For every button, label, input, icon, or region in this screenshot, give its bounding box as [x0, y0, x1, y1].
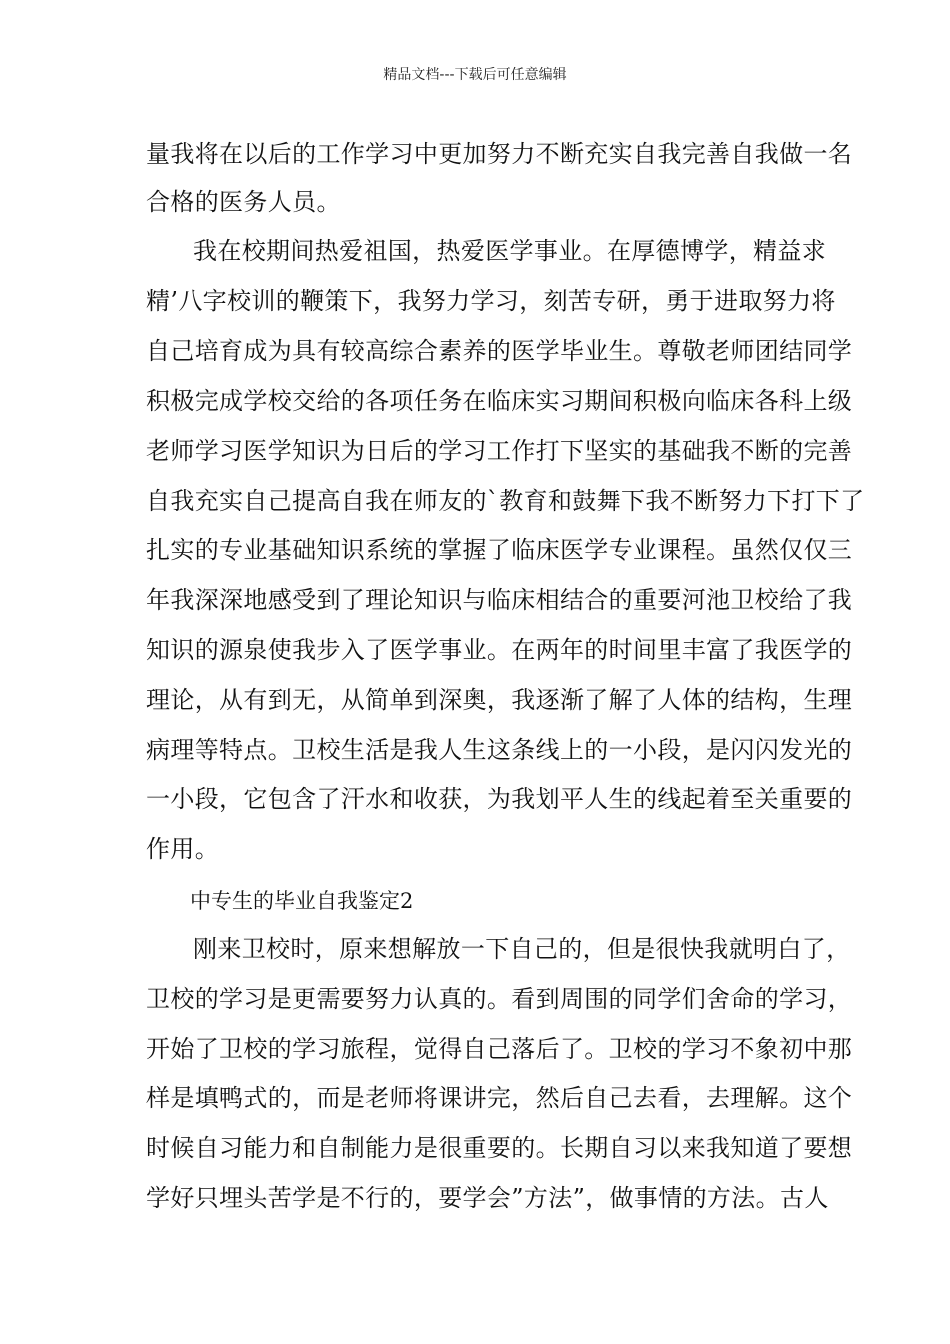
text-line: 一小段，它包含了汗水和收获，为我划平人生的线起着至关重要的 — [146, 785, 853, 813]
text-line: 年我深深地感受到了理论知识与临床相结合的重要河池卫校给了我 — [146, 586, 853, 614]
text-line: 扎实的专业基础知识系统的掌握了临床医学专业课程。虽然仅仅三 — [146, 536, 853, 564]
text-line: 刚来卫校时，原来想解放一下自己的，但是很快我就明白了， — [193, 935, 851, 963]
text-line: 老师学习医学知识为日后的学习工作打下坚实的基础我不断的完善 — [146, 437, 853, 465]
text-line: 理论，从有到无，从简单到深奥，我逐渐了解了人体的结构，生理 — [146, 686, 853, 714]
text-line: 病理等特点。卫校生活是我人生这条线上的一小段，是闪闪发光的 — [146, 736, 853, 764]
section-heading: 中专生的毕业自我鉴定2 — [190, 889, 414, 913]
text-line: 知识的源泉使我步入了医学事业。在两年的时间里丰富了我医学的 — [146, 636, 853, 664]
text-line: 开始了卫校的学习旅程，觉得自己落后了。卫校的学习不象初中那 — [146, 1035, 853, 1063]
text-line: 量我将在以后的工作学习中更加努力不断充实自我完善自我做一名 — [146, 140, 853, 168]
text-line: 样是填鸭式的，而是老师将课讲完，然后自己去看，去理解。这个 — [146, 1084, 853, 1112]
text-line: 我在校期间热爱祖国，热爱医学事业。在厚德博学，精益求 — [193, 237, 827, 265]
page-header: 精品文档---下载后可任意编辑 — [383, 67, 567, 83]
text-line: 学好只埋头苦学是不行的，要学会”方法”，做事情的方法。古人 — [146, 1184, 829, 1212]
text-line: 自我充实自己提高自我在师友的`教育和鼓舞下我不断努力下打下了 — [146, 487, 865, 515]
text-line: 作用。 — [146, 835, 220, 863]
text-line: 积极完成学校交给的各项任务在临床实习期间积极向临床各科上级 — [146, 387, 853, 415]
text-line: 合格的医务人员。 — [146, 188, 341, 216]
text-line: 自己培育成为具有较高综合素养的医学毕业生。尊敬老师团结同学 — [146, 337, 853, 365]
text-line: 精’八字校训的鞭策下，我努力学习，刻苦专研，勇于进取努力将 — [146, 287, 836, 315]
text-line: 卫校的学习是更需要努力认真的。看到周围的同学们舍命的学习， — [146, 985, 853, 1013]
text-line: 时候自习能力和自制能力是很重要的。长期自习以来我知道了要想 — [146, 1134, 853, 1162]
